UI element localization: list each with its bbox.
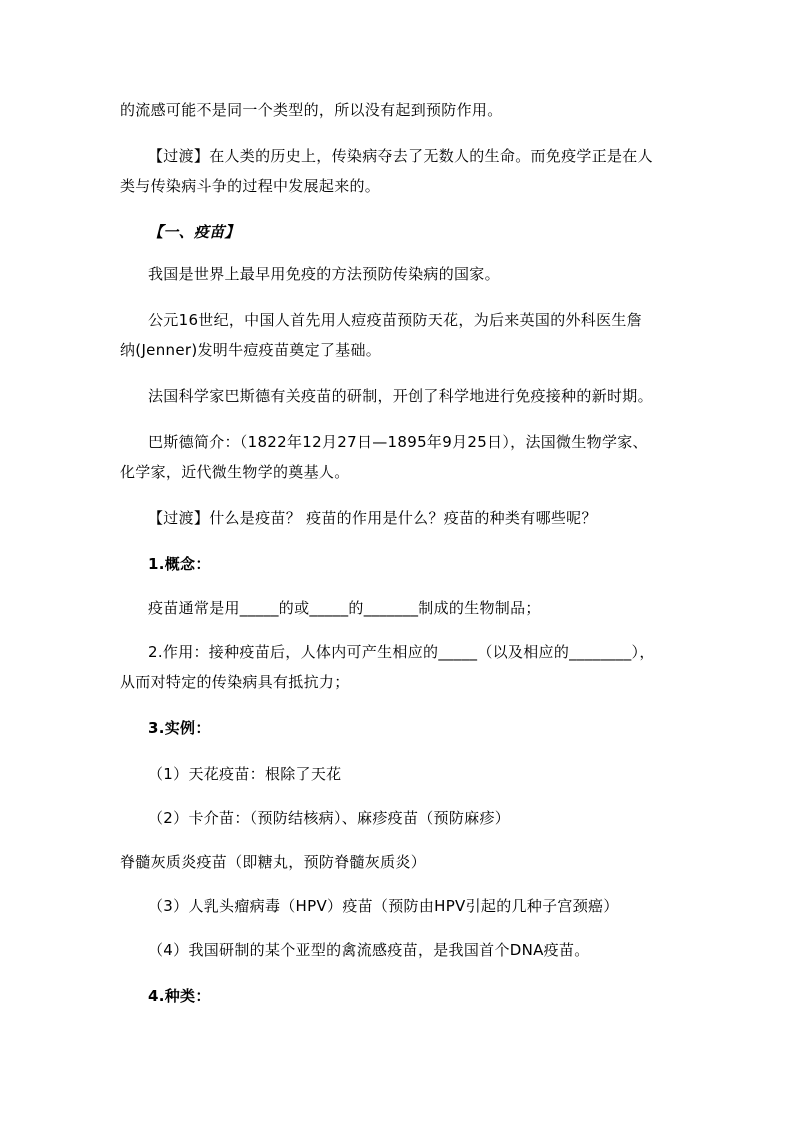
subheading-types: 4.种类：: [148, 987, 211, 1005]
paragraph-line: 纳(Jenner)发明牛痘疫苗奠定了基础。: [120, 341, 382, 359]
transition-paragraph-line: 【过渡】在人类的历史上，传染病夺去了无数人的生命。而免疫学正是在人: [148, 147, 653, 165]
list-item: （3）人乳头瘤病毒（HPV）疫苗（预防由HPV引起的几种子宫颈癌）: [148, 897, 619, 915]
transition-paragraph-line: 类与传染病斗争的过程中发展起来的。: [120, 177, 381, 195]
subheading-concept: 1.概念：: [148, 555, 211, 573]
paragraph-line: 法国科学家巴斯德有关疫苗的研制，开创了科学地进行免疫接种的新时期。: [148, 387, 653, 405]
paragraph-line: 的流感可能不是同一个类型的，所以没有起到预防作用。: [120, 101, 503, 119]
fill-in-blank-line: 疫苗通常是用_____的或_____的_______制成的生物制品；: [148, 599, 541, 617]
list-item: （2）卡介苗：（预防结核病）、麻疹疫苗（预防麻疹）: [148, 809, 511, 827]
section-heading: 【一、疫苗】: [148, 223, 240, 241]
list-item: （4）我国研制的某个亚型的禽流感疫苗，是我国首个DNA疫苗。: [148, 941, 590, 959]
paragraph-line: 公元16世纪，中国人首先用人痘疫苗预防天花，为后来英国的外科医生詹: [148, 311, 642, 329]
paragraph-line: 巴斯德简介：（1822年12月27日—1895年9月25日），法国微生物学家、: [148, 433, 648, 451]
transition-paragraph-line: 【过渡】什么是疫苗？ 疫苗的作用是什么？疫苗的种类有哪些呢？: [148, 509, 597, 527]
list-item-continuation: 脊髓灰质炎疫苗（即糖丸，预防脊髓灰质炎）: [120, 853, 427, 871]
subheading-examples: 3.实例：: [148, 719, 211, 737]
paragraph-line: 我国是世界上最早用免疫的方法预防传染病的国家。: [148, 265, 500, 283]
paragraph-line: 从而对特定的传染病具有抵抗力；: [120, 673, 350, 691]
fill-in-blank-line: 2.作用：接种疫苗后，人体内可产生相应的_____（以及相应的________），: [148, 643, 655, 661]
list-item: （1）天花疫苗：根除了天花: [148, 765, 342, 783]
paragraph-line: 化学家，近代微生物学的奠基人。: [120, 463, 350, 481]
